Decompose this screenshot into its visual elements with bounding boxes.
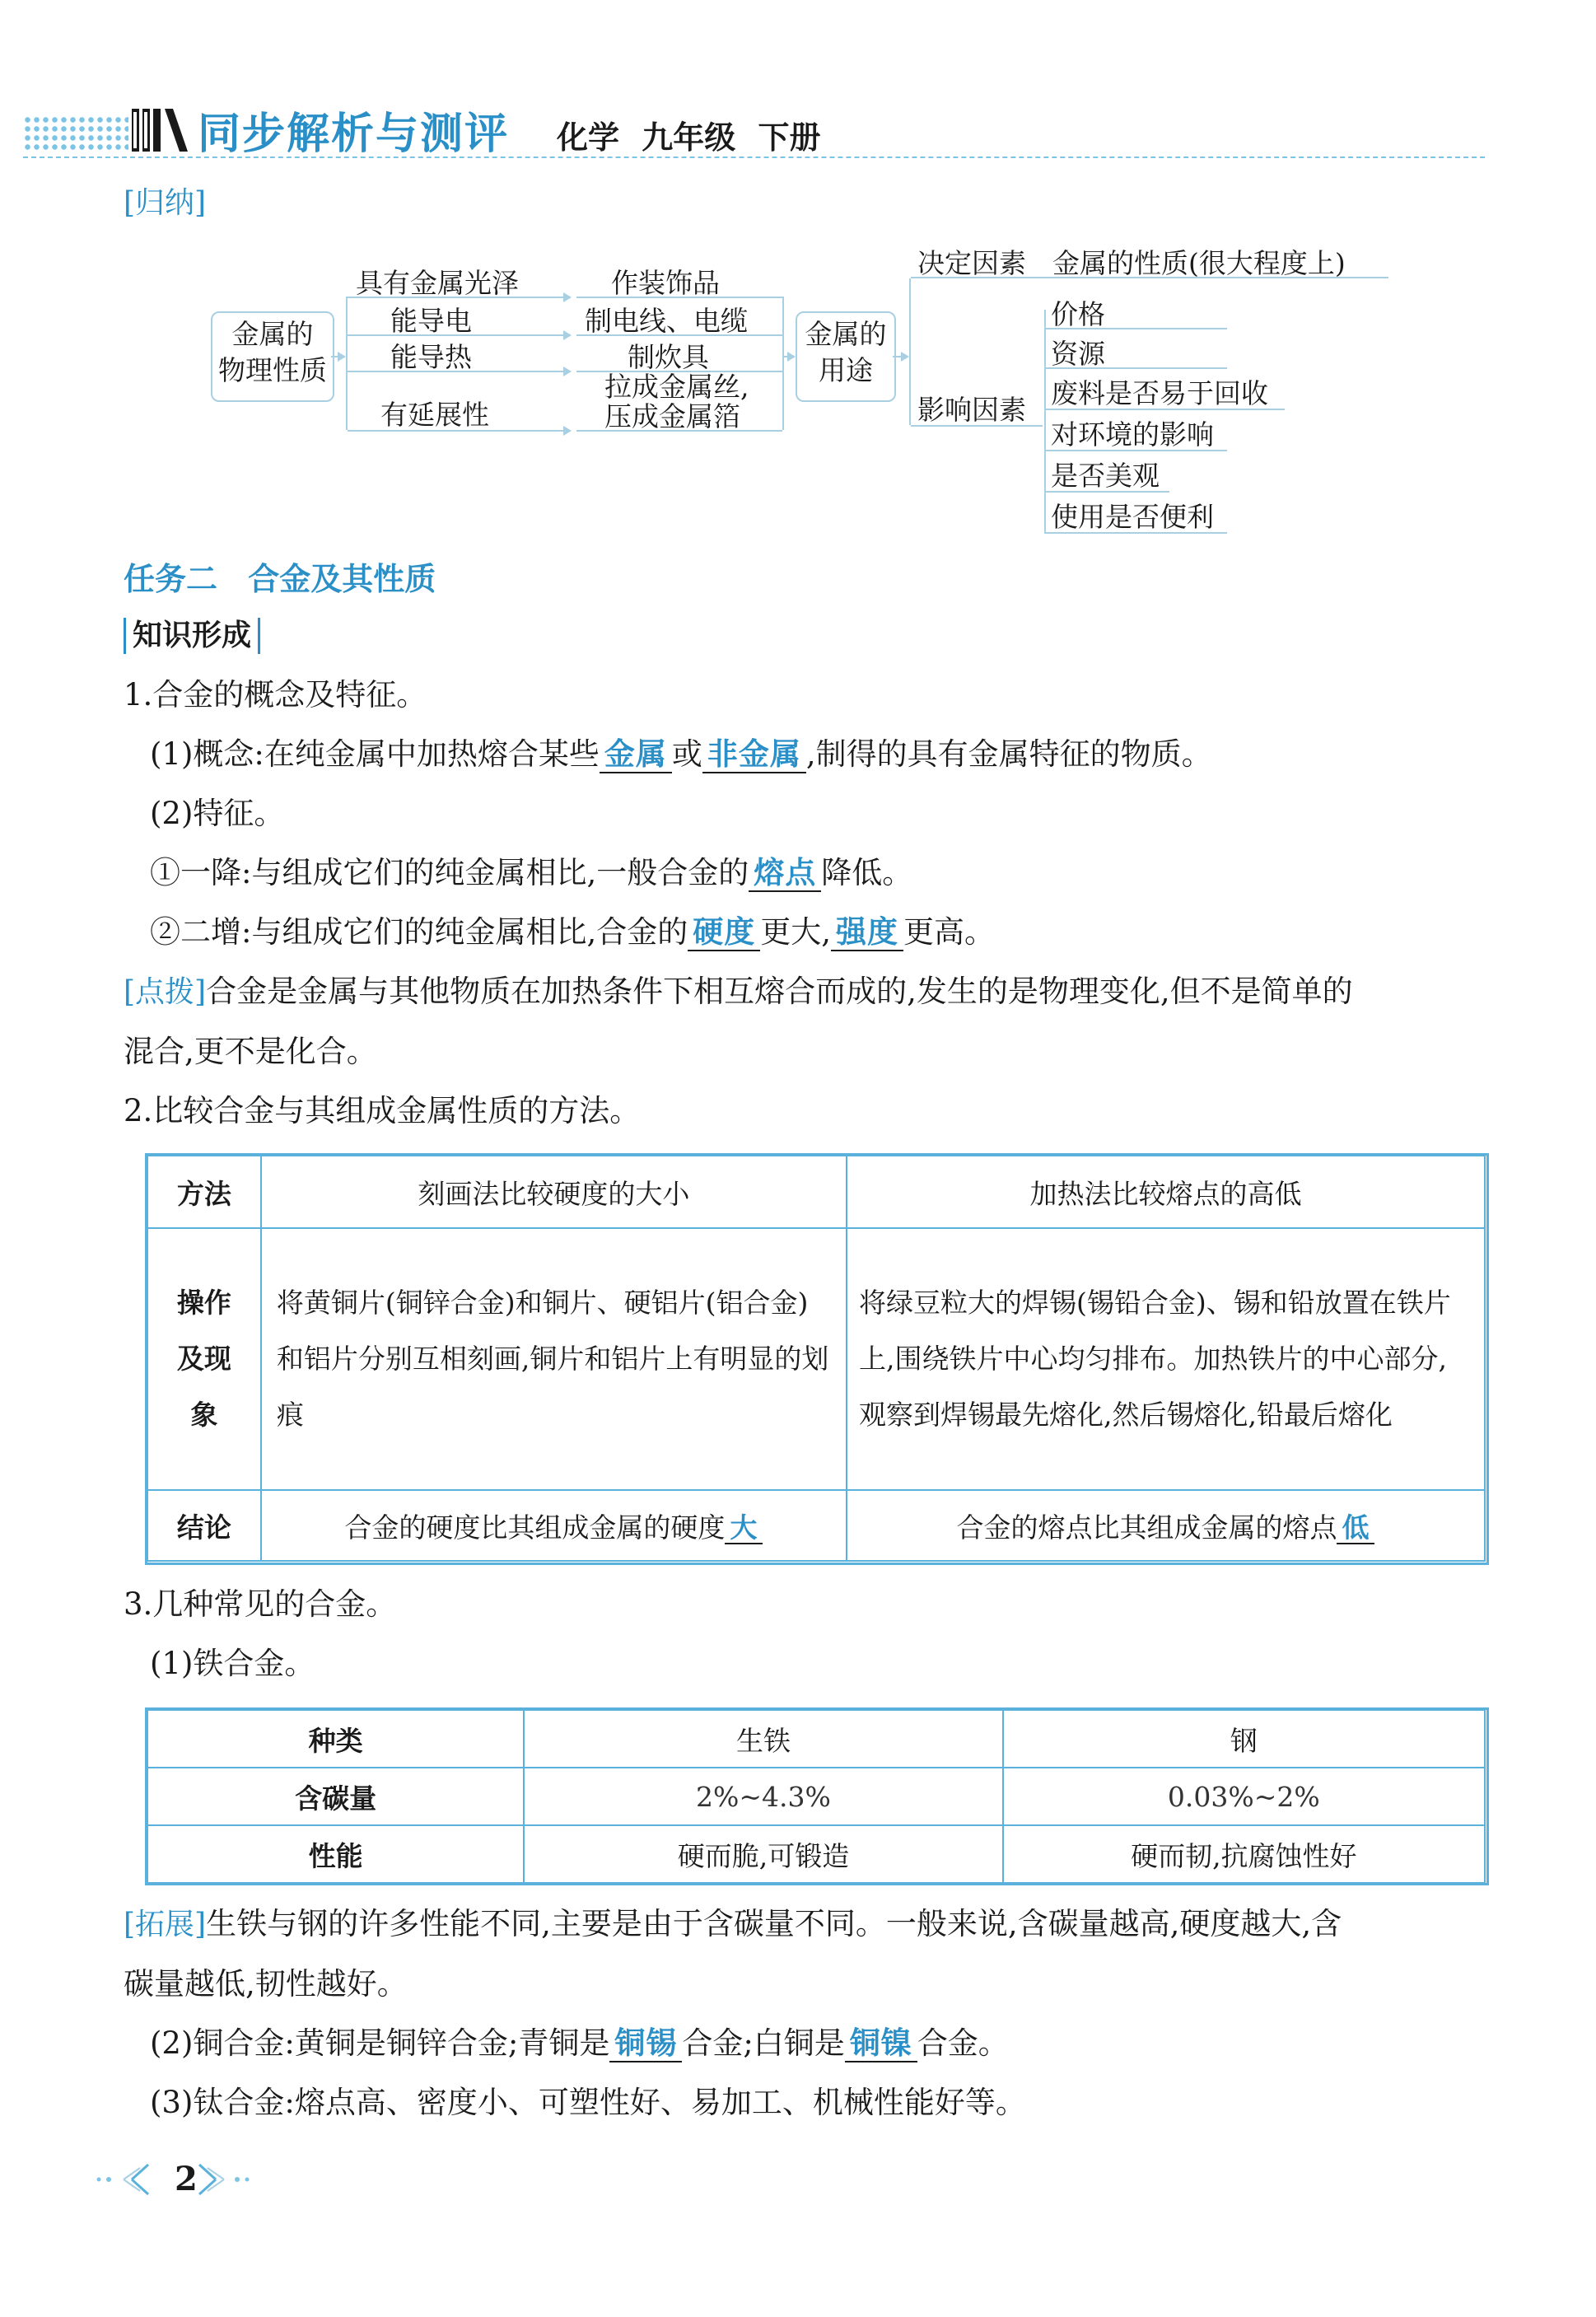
use-underline	[576, 297, 782, 298]
property-underline	[348, 297, 529, 298]
influence-underline	[1046, 450, 1227, 451]
conclusion-hardness-blank: 大	[725, 1513, 763, 1544]
influence-recycling: 废料是否易于回收	[1051, 377, 1268, 409]
conclusion-melting-text: 合金的熔点比其组成金属的熔点	[956, 1511, 1337, 1544]
arrow-1	[529, 297, 570, 298]
brand-title: 同步解析与测评	[198, 110, 510, 159]
arrow-4	[529, 430, 570, 432]
use-underline	[576, 430, 782, 432]
header-dots-decoration	[23, 115, 128, 152]
summary-tag: [归纳]	[124, 186, 207, 220]
properties-arrow	[331, 356, 344, 357]
section-1-title: 1.合金的概念及特征。	[124, 677, 427, 712]
row-carbon-label: 含碳量	[147, 1768, 524, 1825]
influence-underline	[1046, 409, 1285, 410]
concept-blank-metal: 金属	[600, 738, 672, 773]
book-logo-icon	[130, 105, 196, 155]
tip-line-2: 混合,更不是化合。	[124, 1034, 377, 1069]
influence-label: 影响因素	[917, 394, 1026, 426]
section-1	[124, 666, 1491, 1141]
feature-1-blank: 熔点	[749, 857, 821, 892]
row-operation-label: 操作 及现 象	[147, 1228, 261, 1490]
feature-1-tail: 降低。	[821, 855, 913, 890]
influence-appearance: 是否美观	[1051, 460, 1160, 492]
decisive-label: 决定因素	[917, 247, 1026, 279]
arrow-3	[529, 371, 570, 372]
use-drawing: 拉成金属丝, 压成金属箔	[604, 371, 749, 432]
property-conductive: 能导电	[390, 305, 472, 337]
concept-or: 或	[671, 736, 702, 772]
ext-line-2: 碳量越低,韧性越好。	[124, 1966, 408, 2002]
feature-2-mid: 更大,	[760, 914, 831, 950]
ext-text-1: 生铁与钢的许多性能不同,主要是由于含碳量不同。一般来说,含碳量越高,硬度越大,含	[206, 1906, 1342, 1941]
influence-underline	[1046, 532, 1227, 534]
feature-2-blank-strength: 强度	[831, 916, 903, 951]
iron-alloy-heading: (1)铁合金。	[150, 1646, 315, 1681]
properties-bracket	[346, 297, 348, 430]
ext-tag: [拓展]	[124, 1908, 207, 1941]
pig-iron-performance: 硬而脆,可锻造	[524, 1825, 1002, 1883]
use-cookware: 制炊具	[628, 341, 709, 373]
comparison-table	[147, 1155, 1486, 1562]
steel-carbon: 0.03%~2%	[1003, 1768, 1485, 1825]
page-number: 2	[175, 2160, 198, 2198]
concept-blank-nonmetal: 非金属	[702, 738, 806, 773]
extension-block	[124, 1894, 1491, 2132]
header-heat: 加热法比较熔点的高低	[847, 1156, 1485, 1228]
influence-underline	[1046, 328, 1227, 329]
influence-underline	[1046, 367, 1227, 369]
influence-underline	[1046, 491, 1169, 493]
feature-1-line	[124, 843, 1491, 903]
header-divider	[23, 156, 1485, 158]
feature-1-text: ①一降:与组成它们的纯金属相比,一般合金的	[150, 855, 749, 890]
concept-text: (1)概念:在纯金属中加热熔合某些	[150, 736, 600, 772]
row-conclusion-label: 结论	[147, 1490, 261, 1561]
section-2-title: 2.比较合金与其组成金属性质的方法。	[124, 1093, 641, 1128]
copper-blank-white: 铜镍	[845, 2027, 917, 2062]
titanium-alloy-line: (3)钛合金:熔点高、密度小、可塑性好、易加工、机械性能好等。	[150, 2085, 1026, 2120]
copper-blank-bronze: 铜锡	[609, 2027, 682, 2062]
header-pig-iron: 生铁	[524, 1710, 1002, 1768]
properties-box: 金属的 物理性质	[211, 311, 334, 402]
tip-tag: [点拨]	[124, 975, 207, 1009]
feature-2-tail: 更高。	[903, 914, 995, 950]
use-wire: 制电线、电缆	[585, 305, 748, 337]
tip-text-1: 合金是金属与其他物质在加热条件下相互熔合而成的,发生的是物理变化,但不是简单的	[206, 974, 1353, 1009]
property-underline	[348, 430, 529, 432]
property-underline	[348, 371, 529, 372]
conclusion-melting	[847, 1490, 1485, 1561]
copper-tail: 合金。	[917, 2025, 1009, 2061]
iron-alloy-table	[147, 1709, 1486, 1884]
decisive-value: 金属的性质(很大程度上)	[1052, 247, 1346, 279]
property-ductile: 有延展性	[380, 399, 489, 431]
knowledge-heading: 知识形成	[124, 618, 260, 654]
influence-environment: 对环境的影响	[1051, 418, 1214, 451]
operation-scratch: 将黄铜片(铜锌合金)和铜片、硬铝片(铝合金)和铝片分别互相刻画,铜片和铝片上有明显的划痕	[261, 1228, 847, 1490]
influence-resources: 资源	[1051, 338, 1105, 370]
factors-bracket	[909, 278, 911, 425]
conclusion-melting-blank: 低	[1337, 1513, 1374, 1544]
ext-line-1	[124, 1894, 1491, 1955]
feature-heading: (2)特征。	[150, 796, 285, 831]
row-performance-label: 性能	[147, 1825, 524, 1883]
influence-underline	[911, 425, 1043, 427]
copper-text: (2)铜合金:黄铜是铜锌合金;青铜是	[150, 2025, 610, 2061]
section-3-title: 3.几种常见的合金。	[124, 1586, 397, 1622]
header-scratch: 刻画法比较硬度的大小	[261, 1156, 847, 1228]
feature-2-text: ②二增:与组成它们的纯金属相比,合金的	[150, 914, 688, 950]
conclusion-hardness	[261, 1490, 847, 1561]
header-method: 方法	[147, 1156, 261, 1228]
pig-iron-carbon: 2%~4.3%	[524, 1768, 1002, 1825]
concept-line	[124, 725, 1491, 784]
feature-2-blank-hardness: 硬度	[688, 916, 760, 951]
subject-title: 化学 九年级 下册	[557, 119, 821, 156]
uses-bracket	[782, 297, 784, 430]
influence-bracket	[1044, 310, 1046, 534]
influence-convenience: 使用是否便利	[1051, 501, 1214, 533]
copper-alloy-line	[124, 2014, 1491, 2073]
tip-line-1	[124, 962, 1491, 1022]
uses-arrow	[784, 356, 794, 357]
operation-heat: 将绿豆粒大的焊锡(锡铅合金)、锡和铅放置在铁片上,围绕铁片中心均匀排布。加热铁片的中心部分,观察到焊锡最先熔化,然后锡熔化,铅最后熔化	[847, 1228, 1485, 1490]
uses-box: 金属的 用途	[796, 311, 896, 402]
feature-2-line	[124, 903, 1491, 962]
use-decoration: 作装饰品	[611, 267, 720, 299]
factors-arrow	[893, 356, 908, 357]
header-steel: 钢	[1003, 1710, 1485, 1768]
steel-performance: 硬而韧,抗腐蚀性好	[1003, 1825, 1485, 1883]
influence-price: 价格	[1051, 298, 1105, 330]
concept-tail: ,制得的具有金属特征的物质。	[805, 736, 1212, 772]
arrow-2	[529, 334, 570, 336]
property-thermal: 能导热	[390, 341, 472, 373]
header-kind: 种类	[147, 1710, 524, 1768]
conclusion-hardness-text: 合金的硬度比其组成金属的硬度	[344, 1511, 726, 1544]
section-3	[124, 1575, 396, 1693]
task-heading: 任务二 合金及其性质	[124, 561, 436, 597]
property-luster: 具有金属光泽	[356, 267, 519, 299]
copper-mid: 合金;白铜是	[682, 2025, 845, 2061]
